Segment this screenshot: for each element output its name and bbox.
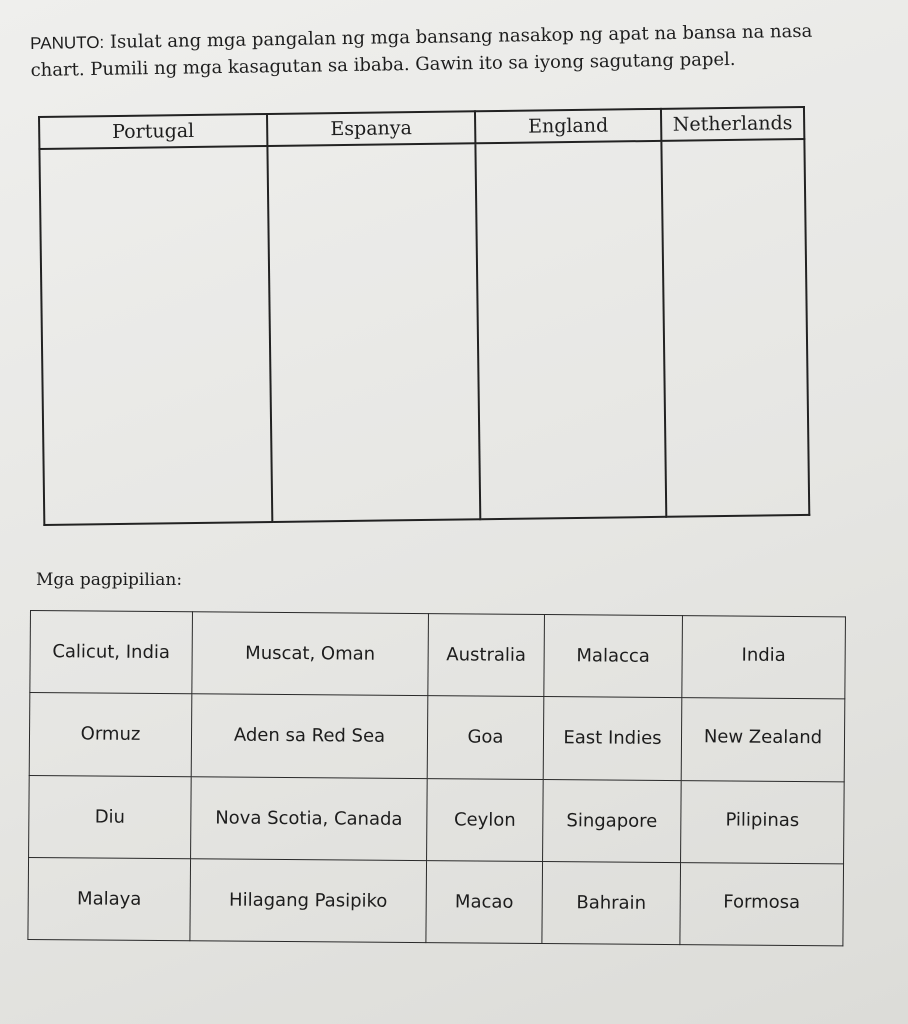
answer-cell-netherlands[interactable] (661, 139, 809, 517)
chart-header-espanya: Espanya (267, 111, 475, 146)
choice-cell: Ceylon (427, 778, 544, 861)
chart-header-england: England (475, 109, 661, 143)
answer-cell-portugal[interactable] (39, 146, 272, 525)
choice-cell: Malaya (28, 857, 191, 941)
instructions-text: Isulat ang mga pangalan ng mga bansang nasakop ng apat na bansa na nasa chart. Pumili ng mga kasagutan sa ibaba. Gawin ito sa iyong sagutang papel. (30, 20, 813, 81)
choice-cell: India (682, 616, 846, 700)
choice-cell: East Indies (543, 697, 682, 780)
answer-cell-espanya[interactable] (267, 143, 480, 522)
choices-row (28, 857, 844, 946)
choice-cell: Nova Scotia, Canada (191, 776, 428, 860)
choice-cell: Malacca (544, 615, 683, 698)
choices-title: Mga pagpipilian: (36, 570, 183, 590)
choice-cell: Australia (428, 614, 545, 697)
choices-row (30, 611, 846, 700)
choices-table (27, 610, 846, 946)
chart-header-netherlands: Netherlands (661, 107, 804, 141)
chart-header-portugal: Portugal (39, 114, 267, 149)
choice-cell: Pilipinas (681, 780, 845, 864)
instructions (30, 17, 851, 84)
choice-cell: Singapore (543, 779, 682, 862)
choice-cell: Bahrain (542, 861, 681, 944)
choice-cell: Macao (426, 860, 543, 943)
choice-cell: Calicut, India (30, 611, 193, 695)
choice-cell: Ormuz (29, 693, 192, 777)
choice-cell: Hilagang Pasipiko (190, 859, 427, 943)
choice-cell: New Zealand (681, 698, 845, 782)
choice-cell: Aden sa Red Sea (191, 694, 428, 778)
answer-cell-england[interactable] (475, 141, 666, 519)
choice-cell: Formosa (680, 862, 844, 946)
instructions-label: PANUTO: (30, 32, 105, 53)
choices-row (29, 775, 845, 864)
choice-cell: Goa (427, 696, 544, 779)
choices-row (29, 693, 845, 782)
choice-cell: Muscat, Oman (192, 612, 429, 696)
answer-chart (38, 106, 810, 526)
choice-cell: Diu (29, 775, 192, 859)
